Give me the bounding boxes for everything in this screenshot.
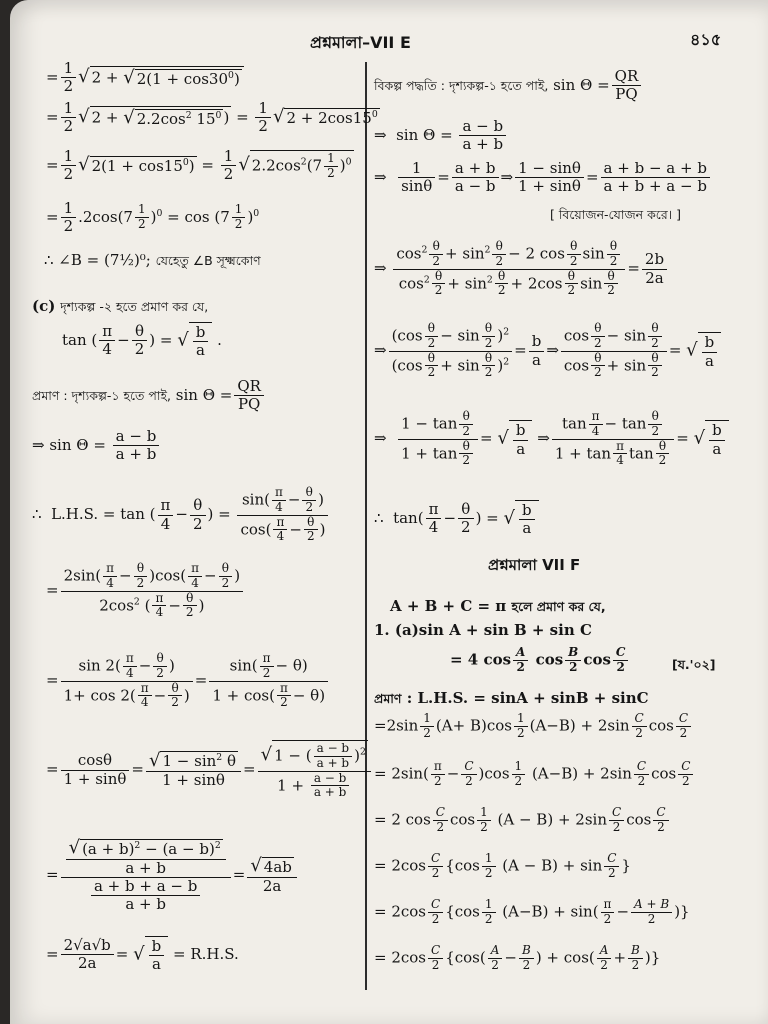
equation-line: = $\frac{1}{2}$ √ 2 + √ $2(1 + \cos 30^0)$ xyxy=(46,60,244,96)
question-1a-rhs: = 4 cos $\frac{A}{2}$ cos $\frac{B}{2}$ cos $\frac{C}{2}$ xyxy=(450,646,630,675)
alternate-start-equation: sin Θ = $\frac{QR}{PQ}$ xyxy=(553,76,643,94)
section-heading: প্রশ্নমালা VII F xyxy=(488,556,581,574)
equation-line: = 2cos $\frac{C}{2}$ {cos( $\frac{A}{2}$ − $\frac{B}{2}$ ) + cos( $\frac{A}{2}$ + $\frac{B}{2}$ )} xyxy=(374,943,661,972)
equation-line: ⇒ 1 − tan $\frac{\theta}{2}$ 1 + tan $\frac{\theta}{2}$ = √ $\frac{b}{a}$ ⇒ tan $\frac{\pi}{4}$ − tan $\frac{\theta}{2}$ 1 + tan $\frac{\pi}{4}$ tan $\frac{\theta}{2}$ = √ $\frac{b}{a}$ xyxy=(374,410,729,468)
equation-line: = $\frac{1}{2}$ √ 2 + √ $2.2\cos^2$ $15^0$ ) = $\frac{1}{2}$ √ $2 + 2\cos 15^0$ xyxy=(46,99,378,136)
equation-line: = $\frac{\cos\theta}{1 + \sin\theta}$ = $\frac{√ 1 - \sin^2 \theta}{1 + \sin\theta}$ = √ 1 − ( $\frac{a - b}{a + b}$ )$^2$ 1 + $\frac{a - b}{a + b}$ xyxy=(46,740,373,800)
proof-lhs: : L.H.S. = sinA + sinB + sinC xyxy=(406,689,649,707)
proof-intro-line xyxy=(32,378,266,414)
proof-label: প্রমাণ : দৃশ্যকল্প-১ হতে পাই, xyxy=(32,387,171,403)
equation-line: ⇒ $\frac{1}{\sin\theta}$ = $\frac{a + b}{a - b}$ ⇒ $\frac{1 - \sin\theta}{1 + \sin\theta}$ = $\frac{a + b - a + b}{a + b + a - b}$ xyxy=(374,160,712,196)
equation-line: = $\frac{\frac{√ (a + b)^2 - (a - b)^2}{a + b}}{\frac{a + b + a - b}{a + b}}$ = $\frac{√ 4ab}{2a}$ xyxy=(46,838,299,913)
textbook-page xyxy=(10,0,768,1024)
equation-line: ⇒ sin Θ = $\frac{a - b}{a + b}$ xyxy=(374,118,508,154)
part-c-text: দৃশ্যকল্প -২ হতে প্রমাণ কর যে, xyxy=(60,299,209,314)
proof-start-equation: sin Θ = $\frac{QR}{PQ}$ xyxy=(176,386,266,404)
equation-line: =2sin $\frac{1}{2}$ (A+ B)cos $\frac{1}{2}$ (A−B) + 2sin $\frac{C}{2}$ cos $\frac{C}{2}$ xyxy=(374,712,693,741)
condition-line xyxy=(390,598,606,615)
equation-line: ⇒ $\cos^2$ $\frac{\theta}{2}$ + $\sin^2$ $\frac{\theta}{2}$ − 2 cos $\frac{\theta}{2}$ sin $\frac{\theta}{2}$ $\cos^2$ $\frac{\theta}{2}$ + $\sin^2$ $\frac{\theta}{2}$ + 2cos $\frac{\theta}{2}$ sin $\frac{\theta}{2}$ = $\frac{2b}{2a}$ xyxy=(374,240,669,298)
question-1a-reference: [য.'০২] xyxy=(672,657,716,672)
equation-line: = 2cos $\frac{C}{2}$ {cos $\frac{1}{2}$ (A − B) + sin $\frac{C}{2}$ } xyxy=(374,851,631,880)
equation-line: = $\frac{1}{2}$ √ $2(1 + \cos 15^0)$ = $\frac{1}{2}$ √ $2.2\cos^2(7$ $\frac{1}{2}$ )$^0$ xyxy=(46,147,352,184)
proof-start-line xyxy=(374,690,649,707)
equation-line: = 2sin( $\frac{\pi}{4}$ − $\frac{\theta}{2}$ )cos( $\frac{\pi}{4}$ − $\frac{\theta}{2}$ ) $2\cos^2$ ( $\frac{\pi}{4}$ − $\frac{\theta}{2}$ ) xyxy=(46,562,245,620)
equation-line: ∴ tan( $\frac{\pi}{4}$ − $\frac{\theta}{2}$ ) = √ $\frac{b}{a}$ xyxy=(374,500,539,538)
column-divider xyxy=(365,62,367,990)
equation-line: = $\frac{2√a√b}{2a}$ = √ $\frac{b}{a}$ = R.H.S. xyxy=(46,936,239,974)
part-c-statement xyxy=(32,298,208,315)
part-c-equation: tan ( $\frac{\pi}{4}$ − $\frac{\theta}{2}$ ) = √ $\frac{b}{a}$ . xyxy=(62,322,222,360)
alternate-method-line xyxy=(374,68,643,104)
componendo-dividendo-note: [ বিয়োজন-যোজন করে। ] xyxy=(550,207,682,222)
equation-line: ⇒ (cos $\frac{\theta}{2}$ − sin $\frac{\theta}{2}$ )$^2$ (cos $\frac{\theta}{2}$ + sin $\frac{\theta}{2}$ )$^2$ = $\frac{b}{a}$ ⇒ cos $\frac{\theta}{2}$ − sin $\frac{\theta}{2}$ cos $\frac{\theta}{2}$ + sin $\frac{\theta}{2}$ = √ $\frac{b}{a}$ xyxy=(374,322,721,380)
condition-text: হলে প্রমাণ কর যে, xyxy=(511,599,606,614)
proof-label-right: প্রমাণ xyxy=(374,691,402,706)
equation-line: = sin 2( $\frac{\pi}{4}$ − $\frac{\theta}{2}$ ) 1+ cos 2( $\frac{\pi}{4}$ − $\frac{\theta}{2}$ ) = sin( $\frac{\pi}{2}$ − θ) 1 + cos( $\frac{\pi}{2}$ − θ) xyxy=(46,652,330,710)
alternate-method-label: বিকল্প পদ্ধতি : দৃশ্যকল্প-১ হতে পাই, xyxy=(374,77,549,93)
page-number: ৪১৫ xyxy=(690,30,722,49)
equation-line: = 2cos $\frac{C}{2}$ {cos $\frac{1}{2}$ (A−B) + sin( $\frac{\pi}{2}$ − $\frac{A + B}{2}$ )} xyxy=(374,897,690,926)
condition-equation: A + B + C = π xyxy=(390,597,507,615)
acute-angle-note: যেহেতু ∠B সূক্ষ্মকোণ xyxy=(155,253,261,268)
equation-line: ∴ L.H.S. = tan ( $\frac{\pi}{4}$ − $\frac{\theta}{2}$ ) = sin( $\frac{\pi}{4}$ − $\frac{\theta}{2}$ ) cos( $\frac{\pi}{4}$ − $\frac{\theta}{2}$ ) xyxy=(32,486,330,544)
equation-line: = 2 cos $\frac{C}{2}$ cos $\frac{1}{2}$ (A − B) + 2sin $\frac{C}{2}$ cos $\frac{C}{2}$ xyxy=(374,806,671,835)
equation-line: = 2sin( $\frac{\pi}{2}$ − $\frac{C}{2}$ )cos $\frac{1}{2}$ (A−B) + 2sin $\frac{C}{2}$ cos $\frac{C}{2}$ xyxy=(374,760,695,789)
equation-line: = $\frac{1}{2}$ .2cos(7 $\frac{1}{2}$ )$^0$ = cos (7 $\frac{1}{2}$ )$^0$ xyxy=(46,199,260,236)
equation-line: ⇒ sin Θ = $\frac{a - b}{a + b}$ xyxy=(32,428,161,464)
page-header-title: প্রশ্নমালা–VII E xyxy=(310,33,411,52)
question-1a: 1. (a)sin A + sin B + sin C xyxy=(374,621,592,639)
angle-equation: ∴ ∠B = (7½)⁰; xyxy=(44,251,151,269)
part-c-label: (c) xyxy=(32,297,56,315)
angle-conclusion-line xyxy=(44,252,261,269)
